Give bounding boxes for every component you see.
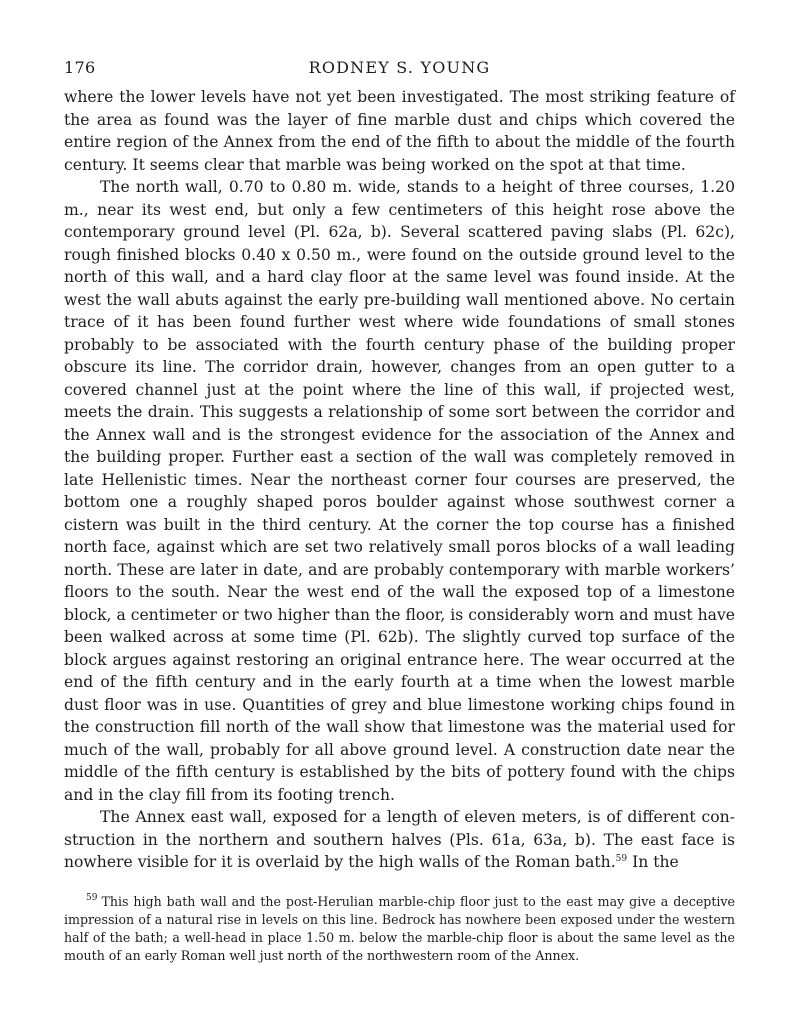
footnote-text: This high bath wall and the post-Herulian marble-chip floor just to the east may give a deceptive impression of a natural rise in levels on this line. Bedrock has nowhere been exposed under the western half of the bath; a well-head in place 1.50 m. below the marble-chip floor is about the same level as the mouth of an early Roman well just north of the northwestern room of the Annex. xyxy=(64,893,735,963)
footnote-number: 59 xyxy=(86,893,98,904)
page-number: 176 xyxy=(64,58,96,77)
running-head xyxy=(64,54,735,80)
paragraph-3-text: The Annex east wall, exposed for a length of eleven meters, is of different construction in the northern and southern halves (Pls. 61a, 63a, b). The east face is nowhere visible for it is overlaid by the high walls of the Roman bath. xyxy=(64,808,735,871)
paragraph-1: where the lower levels have not yet been investigated. The most striking feature of the area as found was the layer of fine marble dust and chips which covered the entire region of the Annex from the end of the fifth to about the middle of the fourth century. It seems clear that marble was being worked on the spot at that time. xyxy=(64,88,735,174)
paragraph-2: The north wall, 0.70 to 0.80 m. wide, stands to a height of three courses, 1.20 m., near its west end, but only a few centimeters of this height rose above the contemporary ground level (Pl. 62a, b). Several scattered paving slabs (Pl. 62c), rough finished blocks 0.40 x 0.50 m., were found on the outside ground level to the north of this wall, and a hard clay floor at the same level was found inside. At the west the wall abuts against the early pre-building wall mentioned above. No certain trace of it has been found further west where wide foundations of small stones probably to be associated with the fourth century phase of the building proper obscure its line. The corridor drain, however, changes from an open gutter to a covered channel just at the point where the line of this wall, if projected west, meets the drain. This suggests a relationship of some sort between the corridor and the Annex wall and is the strongest evidence for the association of the Annex and the building proper. Further east a section of the wall was completely removed in late Hellenistic times. Near the northeast corner four courses are preserved, the bottom one a roughly shaped poros boulder against whose southwest corner a cistern was built in the third century. At the corner the top course has a finished north face, against which are set two relatively small poros blocks of a wall leading north. These are later in date, and are probably contemporary with marble workers’ floors to the south. Near the west end of the wall the exposed top of a limestone block, a centimeter or two higher than the floor, is considerably worn and must have been walked across at some time (Pl. 62b). The slightly curved top surface of the block argues against restoring an original entrance here. The wear occurred at the end of the fifth century and in the early fourth at a time when the lowest marble dust floor was in use. Quantities of grey and blue limestone working chips found in the construction fill north of the wall show that limestone was the material used for much of the wall, probably for all above ground level. A construction date near the middle of the fifth century is established by the bits of pottery found with the chips and in the clay fill from its footing trench. xyxy=(64,178,735,804)
footnote-59 xyxy=(64,893,735,965)
body-text xyxy=(64,86,735,874)
footnotes xyxy=(64,893,735,965)
document-page xyxy=(64,54,735,965)
footnote-reference[interactable]: 59 xyxy=(615,853,628,864)
running-head-author: RODNEY S. YOUNG xyxy=(308,58,491,77)
paragraph-3 xyxy=(64,806,735,874)
paragraph-3-tail: In the xyxy=(627,853,679,871)
